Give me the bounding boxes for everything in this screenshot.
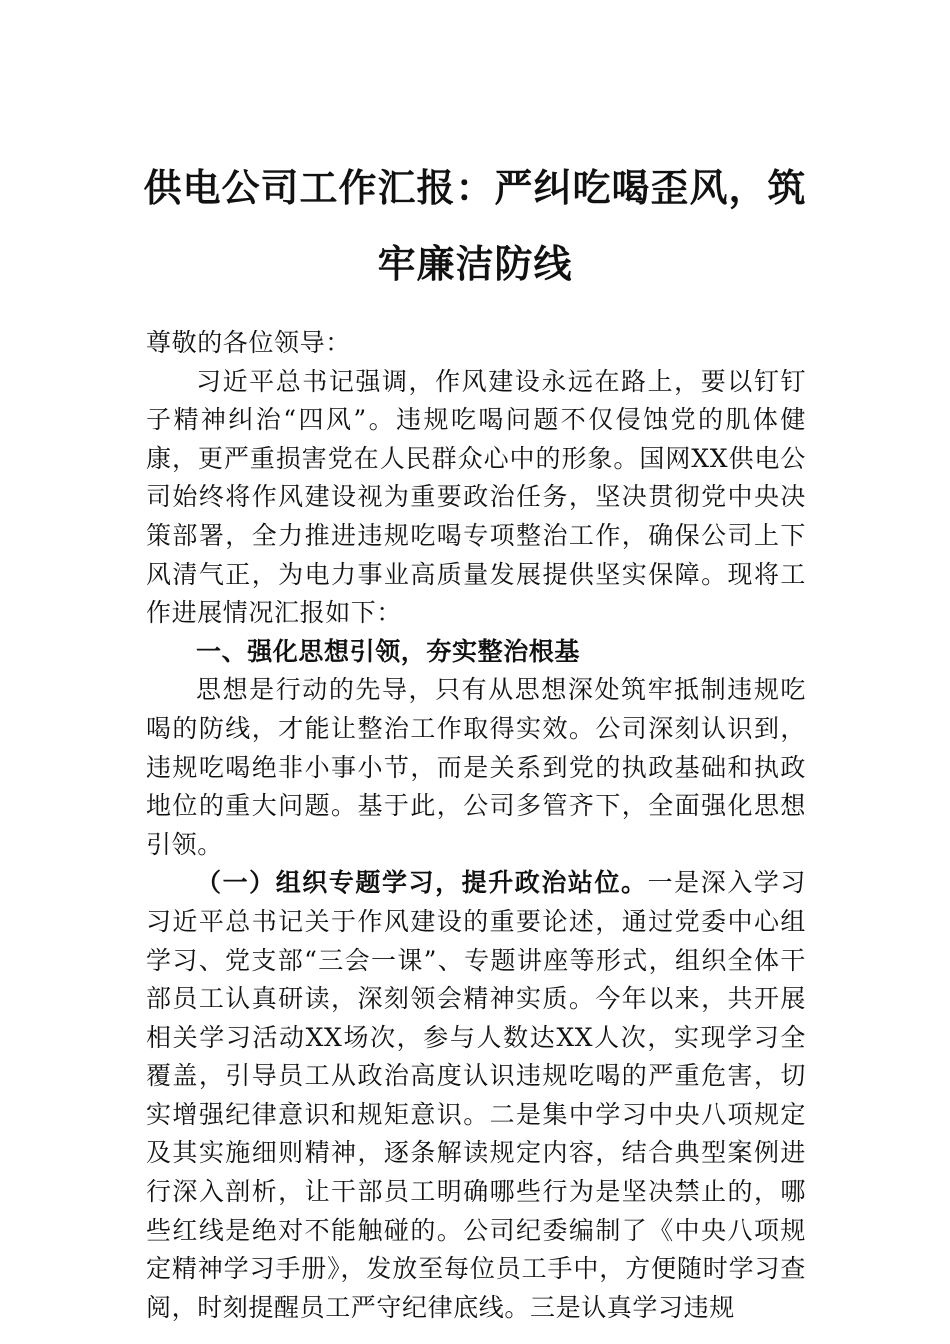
document-title: 供电公司工作汇报：严纠吃喝歪风，筑牢廉洁防线 [143,165,807,286]
salutation: 尊敬的各位领导： [146,328,351,357]
section-paragraph: 思想是行动的先导，只有从思想深处筑牢抵制违规吃喝的防线，才能让整治工作取得实效。公司深刻认识到，违规吃喝绝非小事小节，而是关系到党的执政基础和执政地位的重大问题。基于此，公司多管齐下，全面强化思想引领。 [146,675,806,859]
section-heading: 一、强化思想引领，夯实整治根基 [196,636,581,666]
subsection-heading: （一）组织专题学习，提升政治站位。 [196,868,648,898]
intro-paragraph: 习近平总书记强调，作风建设永远在路上，要以钉钉子精神纠治“四风”。违规吃喝问题不仅侵蚀党的肌体健康，更严重损害党在人民群众心中的形象。国网XX供电公司始终将作风建设视为重要政治任务，坚决贯彻党中央决策部署，全力推进违规吃喝专项整治工作，确保公司上下风清气正，为电力事业高质量发展提供坚实保障。现将工作进展情况汇报如下： [146,366,806,628]
subsection-paragraph [146,864,806,1327]
subsection-text: 一是深入学习习近平总书记关于作风建设的重要论述，通过党委中心组学习、党支部“三会一课”、专题讲座等形式，组织全体干部员工认真研读，深刻领会精神实质。今年以来，共开展相关学习活动XX场次，参与人数达XX人次，实现学习全覆盖，引导员工从政治高度认识违规吃喝的严重危害，切实增强纪律意识和规矩意识。二是集中学习中央八项规定及其实施细则精神，逐条解读规定内容，结合典型案例进行深入剖析，让干部员工明确哪些行为是坚决禁止的，哪些红线是绝对不能触碰的。公司纪委编制了《中央八项规定精神学习手册》，发放至每位员工手中，方便随时学习查阅，时刻提醒员工严守纪律底线。三是认真学习违规 [146,868,806,1322]
document-body [146,324,806,1327]
